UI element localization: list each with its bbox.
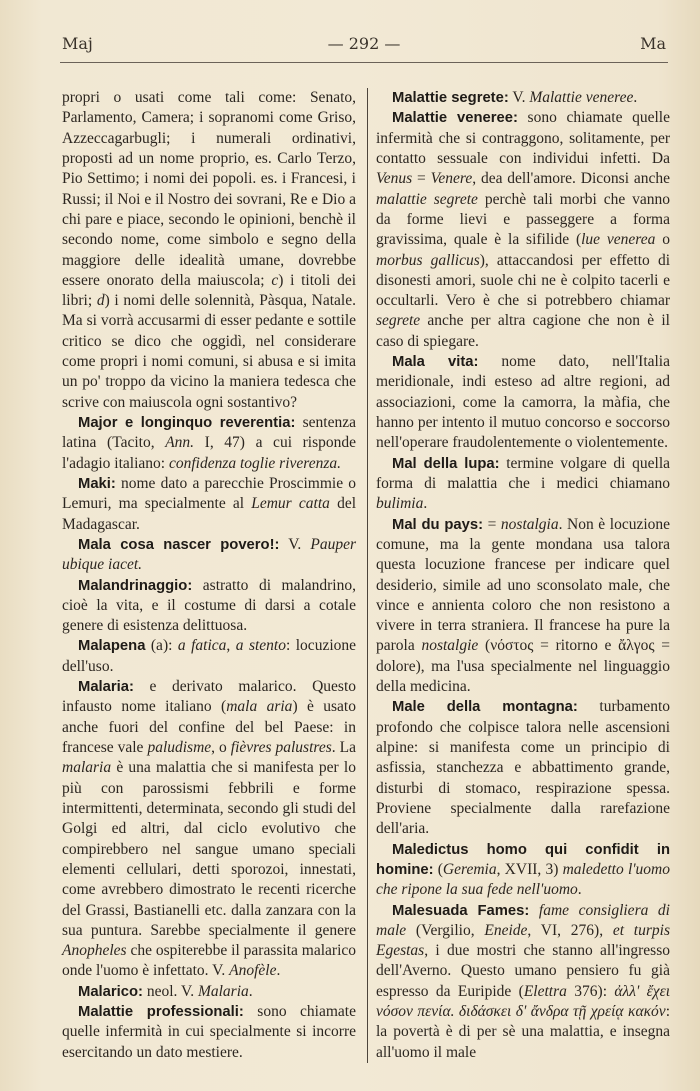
italic-text: Lemur catta [251,495,330,513]
entry-maki [62,474,356,535]
body-text: ) è usato anche fuori del confine del bel Paese: in francese vale [62,698,356,756]
italic-text: Ann. [165,434,195,452]
entry-malaria [62,677,356,982]
body-text: propri o usati come tali come: Senato, Parlamento, Camera; i sopranomi come Griso, Azzeccagarbugli; i numerali ordinativi, proposti ad un nome proprio, es. Carlo Terzo, Pio Settimo; i nomi dei popoli. es. i Francesi, i Russi; il Noi e il Nostro dei sovrani, Re e Dio a chi pare e piace, secondo le opinioni, benchè il secondo nome, come simbolo e segno della maggiore delle idealità umane, dovrebbe essere onorato della maiuscola; [62,89,356,289]
body-text: = [412,170,431,188]
entry-headword: Male della montagna: [392,699,578,716]
entry-male-della-montagna [376,697,670,839]
body-text: , VI, 276), [527,921,613,939]
body-text: sono chiamate quelle infermità in cui specialmente si incorre esercitando un dato mestiere. [62,1003,356,1061]
entry-headword: Mal du pays: [392,516,484,533]
italic-text: d [96,292,105,310]
right-column [376,88,670,1063]
italic-text: Venus [376,170,413,188]
body-text: è una malattia che si manifesta per lo più con parossismi febbrili e forme intermittenti, determinata, secondo gli studi del Golgi ed altri, dal ciclo evolutivo che compirebbero nel sangue umano speciali elementi cellulari, detti sporozoi, innestati, come avrebbero dimostrato le recenti ricerche del Grassi, Bastianelli etc. dalla zanzara con la sua puntura. Sarebbe specialmente il genere [62,759,356,939]
body-text: astratto di malandrino, cioè la vita, e il costume di darsi a cotale genere di esistenza delittuosa. [62,576,356,635]
italic-text: nostalgie [421,637,479,655]
header-rule [60,62,668,63]
italic-text: a fatica [177,637,227,655]
italic-text: a stento [235,637,286,655]
running-header [62,34,666,58]
body-text: 376): [566,982,615,1000]
italic-text: confidenza toglie riverenza. [168,454,342,472]
body-text: sentenza latina (Tacito, [62,414,357,452]
italic-text: bulimia [376,495,424,513]
body-text: . [577,881,582,899]
entry-malattie-veneree [376,108,670,352]
entry-headword: Malaria: [78,679,134,696]
page-number: — 292 — [327,34,401,53]
header-left-guide-word: Maj [62,34,93,53]
body-text: . [423,495,428,513]
body-text: , [226,637,236,655]
body-text: , o [211,739,231,756]
body-text: anche per altra cagione che non è il caso di spiegare. [376,312,670,350]
italic-text: ἀλλ' ἔχει νόσον πενία. διδάσκει δ' ἄνδρα τῇ χρείᾳ κακόν [376,982,671,1021]
italic-text: Malaria [197,982,249,1000]
entry-mal-della-lupa [376,454,670,515]
entry-headword: Malapena [78,638,146,655]
entry-headword: Major e longinquo reverentia: [78,415,296,431]
italic-text: nostalgia [500,515,559,533]
body-text: , XVII, 3) [496,860,563,878]
body-text: ), attaccandosi per effetto di disonesti amori, suole chi ne è colpito tacerli e occultarli. Vero è che si potrebbero chiamar [376,251,670,310]
entry-headword: Malandrinaggio: [78,577,193,594]
entry-malesuada [376,901,670,1064]
body-text: ) i nomi delle solennità, Pàsqua, Natale. Ma si vorrà accusarmi di esser pedante e sottile critico se dico che oggidì, nel considerare come propri i nomi comuni, si abusa e si imita un po' troppo da vicino la maniera tedesca che scrive con maiuscola ogni sostantivo? [62,292,356,411]
body-text: del Madagascar. [62,495,357,533]
body-text [529,902,539,919]
entry-headword: Malarico: [78,983,143,1000]
entry-malapena [62,636,356,677]
italic-text: Anofèle [229,962,277,980]
italic-text: fièvres palustres [230,739,332,756]
body-text: . La [331,739,356,756]
italic-text: Geremia [442,860,497,878]
italic-text: Venere [430,170,473,188]
italic-text: lue venerea [581,231,656,249]
entry-maledictus [376,840,670,901]
entry-mala-vita [376,352,670,454]
entry-malandrinaggio [62,576,356,637]
entry-malattie-segrete [376,88,670,108]
entry-headword: Malattie professionali: [78,1004,244,1021]
italic-text: morbus gallicus [376,251,480,269]
entry-cont [62,88,356,413]
column-divider [367,88,368,1063]
body-text: = [483,515,501,533]
body-text: neol. V. [142,982,198,1000]
italic-text: mala aria [226,698,293,716]
italic-text: paludisme [147,739,212,756]
body-text: V. [508,89,530,106]
entry-headword: Malesuada Fames: [392,902,530,919]
italic-text: segrete [376,312,421,330]
body-text: , dea dell'amore. Diconsi anche [472,170,670,188]
italic-text: Anopheles [62,942,127,960]
body-text: o [655,231,670,249]
body-text: (Vergilio, [406,921,485,939]
body-text: ( [433,860,443,878]
entry-headword: Mala cosa nascer povero!: [78,536,280,553]
body-text: . Non è locuzione comune, ma la gente mondana usa talora questa locuzione francese per indicare quel desiderio, simile ad uno sconsolato male, che vince e annienta coloro che non resistono a vivere in terra straniera. Il francese ha pure la parola [376,515,671,655]
entry-major [62,413,356,474]
entry-headword: Malattie veneree: [392,110,518,127]
italic-text: Pauper ubique iacet. [62,535,356,574]
italic-text: et turpis Egestas [376,921,670,960]
body-text: sono chiamate quelle infermità che si contraggono, solitamente, per contatto sessuale con individui infetti. Da [376,109,670,167]
body-text: : la povertà è di per sè una malattia, e insegna all'uomo il male [376,1003,670,1061]
body-text: ) i titoli dei libri; [62,271,357,310]
entry-headword: Maki: [78,475,116,492]
italic-text: fame consigliera di male [376,901,670,939]
body-text: perchè tali morbi che vanno da forme lievi e passeggere a forma gravissima, quale è la sifilide ( [376,190,671,249]
italic-text: c [271,271,279,289]
body-text: e derivato malarico. Questo infausto nome italiano ( [62,678,356,716]
body-text: (νόστος = ritorno e ἄλγος = dolore), ma l'usa specialmente nel linguaggio della medicina. [376,637,670,696]
entry-headword: Mal della lupa: [392,455,500,472]
body-text: V. [279,535,311,553]
body-text: nome dato a parecchie Proscimmie o Lemuri, ma specialmente al [62,474,356,513]
italic-text: maledetto l'uomo che ripone la sua fede nell'uomo [376,860,671,899]
body-text: termine volgare di quella forma di malattia che i medici chiamano [376,454,671,492]
entry-mala-cosa [62,535,356,576]
body-text: : locuzione dell'uso. [62,637,357,675]
italic-text: malaria [62,759,112,777]
body-text: turbamento profondo che colpisce talora nelle ascensioni alpine: si manifesta come un principio di asfissia, stanchezza e abbattimento grande, disturbi di stomaco, respirazione spessa. Proviene specialmente dalla rarefazione dell'aria. [376,698,670,838]
entry-mal-du-pays [376,515,670,698]
italic-text: Elettra [523,982,567,1000]
header-right-guide-word: Ma [640,34,666,53]
body-text: I, 47) a cui risponde l'adagio italiano: [62,434,356,472]
body-text: , i due mostri che stanno all'ingresso dell'Averno. Questo umano pensiero fu già espresso da Euripide ( [376,942,670,1000]
body-text: . [633,89,638,106]
italic-text: Malattie veneree [529,89,634,106]
italic-text: malattie segrete [376,190,478,208]
italic-text: Eneide [484,921,528,939]
body-text: nome dato, nell'Italia meridionale, indi esteso ad altre regioni, ad associazioni, come la camorra, la màfia, che hanno per intento il mutuo concorso e soccorso nell'operare fraudolentemente o violentemente. [376,353,670,452]
body-text: . [276,962,281,980]
body-text: che ospiterebbe il parassita malarico onde l'uomo è infettato. V. [62,942,356,980]
body-text: (a): [145,637,178,655]
entry-malarico [62,982,356,1002]
entry-malattie-professionali [62,1002,356,1063]
body-text: . [248,982,253,1000]
entry-headword: Mala vita: [392,354,479,371]
entry-headword: Malattie segrete: [392,90,509,106]
left-column [62,88,356,1063]
entry-headword: Maledictus homo qui confidit in homine: [376,841,670,878]
